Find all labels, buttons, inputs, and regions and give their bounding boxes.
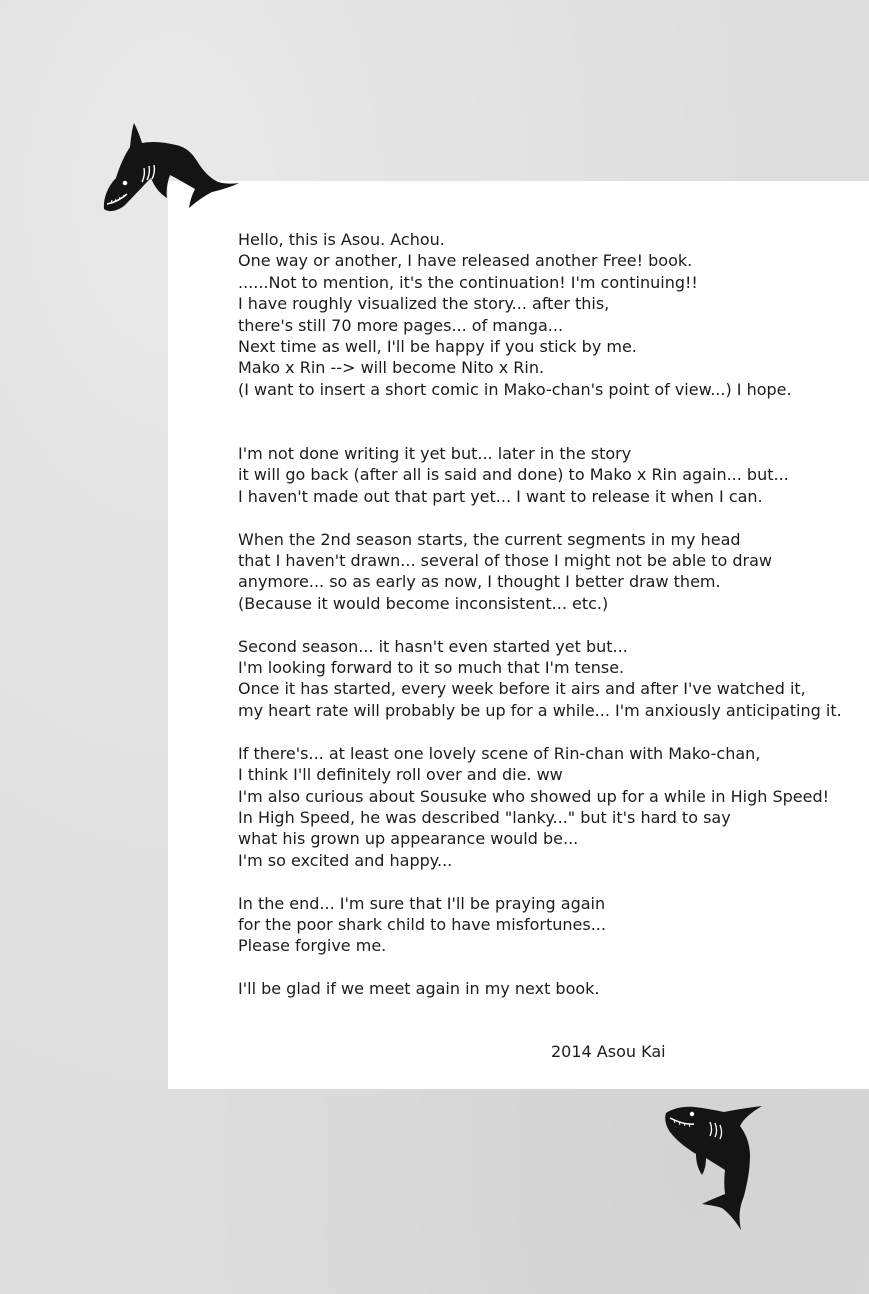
shark-icon-top [98, 120, 240, 218]
letter-paragraph-6 [238, 893, 838, 957]
letter-line: Hello, this is Asou. Achou. [238, 230, 445, 249]
letter-line: Second season... it hasn't even started yet but... [238, 636, 628, 656]
letter-line: In High Speed, he was described "lanky..." but it's hard to say [238, 807, 731, 827]
letter-line: When the 2nd season starts, the current segments in my head [238, 529, 741, 549]
letter-line: (Because it would become inconsistent... etc.) [238, 593, 609, 613]
letter-line: Once it has started, every week before it airs and after I've watched it, [238, 679, 806, 699]
letter-line: In the end... I'm sure that I'll be praying again [238, 893, 606, 913]
shark-bottom-eye [690, 1112, 694, 1116]
letter-line: what his grown up appearance would be... [238, 829, 579, 849]
letter-line: One way or another, I have released another Free! book. [238, 251, 693, 271]
letter-line: ......Not to mention, it's the continuation! I'm continuing!! [238, 272, 698, 292]
shark-top-eye [123, 181, 128, 186]
letter-paragraph-7 [238, 978, 838, 999]
letter-line: I think I'll definitely roll over and die. ww [238, 765, 563, 785]
letter-line: Mako x Rin --> will become Nito x Rin. [238, 358, 545, 378]
letter-line: (I want to insert a short comic in Mako-chan's point of view...) I hope. [238, 379, 792, 399]
letter-line: I'm so excited and happy... [238, 850, 453, 870]
letter-line: Please forgive me. [238, 936, 387, 956]
letter-paragraph-2 [238, 443, 838, 507]
letter-line: my heart rate will probably be up for a while... I'm anxiously anticipating it. [238, 700, 842, 720]
shark-icon-bottom [662, 1100, 766, 1232]
letter-line: for the poor shark child to have misfortunes... [238, 914, 606, 934]
letter-paragraph-5 [238, 743, 838, 871]
letter-line: it will go back (after all is said and done) to Mako x Rin again... but... [238, 465, 789, 485]
letter-line: I'm also curious about Sousuke who showed up for a while in High Speed! [238, 786, 830, 806]
letter-line: anymore... so as early as now, I thought I better draw them. [238, 572, 721, 592]
letter-line: I'm looking forward to it so much that I'm tense. [238, 658, 625, 678]
letter-paragraph-1 [238, 229, 838, 400]
letter-line: that I haven't drawn... several of those I might not be able to draw [238, 551, 773, 571]
letter-line: there's still 70 more pages... of manga... [238, 315, 564, 335]
letter-line: I'll be glad if we meet again in my next book. [238, 979, 600, 999]
letter-line: If there's... at least one lovely scene of Rin-chan with Mako-chan, [238, 743, 761, 763]
letter-body [238, 229, 842, 1021]
letter-paragraph-4 [238, 636, 842, 722]
letter-line: Next time as well, I'll be happy if you stick by me. [238, 337, 637, 357]
letter-line: I haven't made out that part yet... I want to release it when I can. [238, 486, 763, 506]
letter-line: I'm not done writing it yet but... later in the story [238, 444, 632, 464]
signature: 2014 Asou Kai [551, 1042, 666, 1061]
letter-paragraph-3 [238, 529, 838, 615]
shark-top-body [104, 123, 239, 211]
letter-line: I have roughly visualized the story... after this, [238, 294, 610, 314]
